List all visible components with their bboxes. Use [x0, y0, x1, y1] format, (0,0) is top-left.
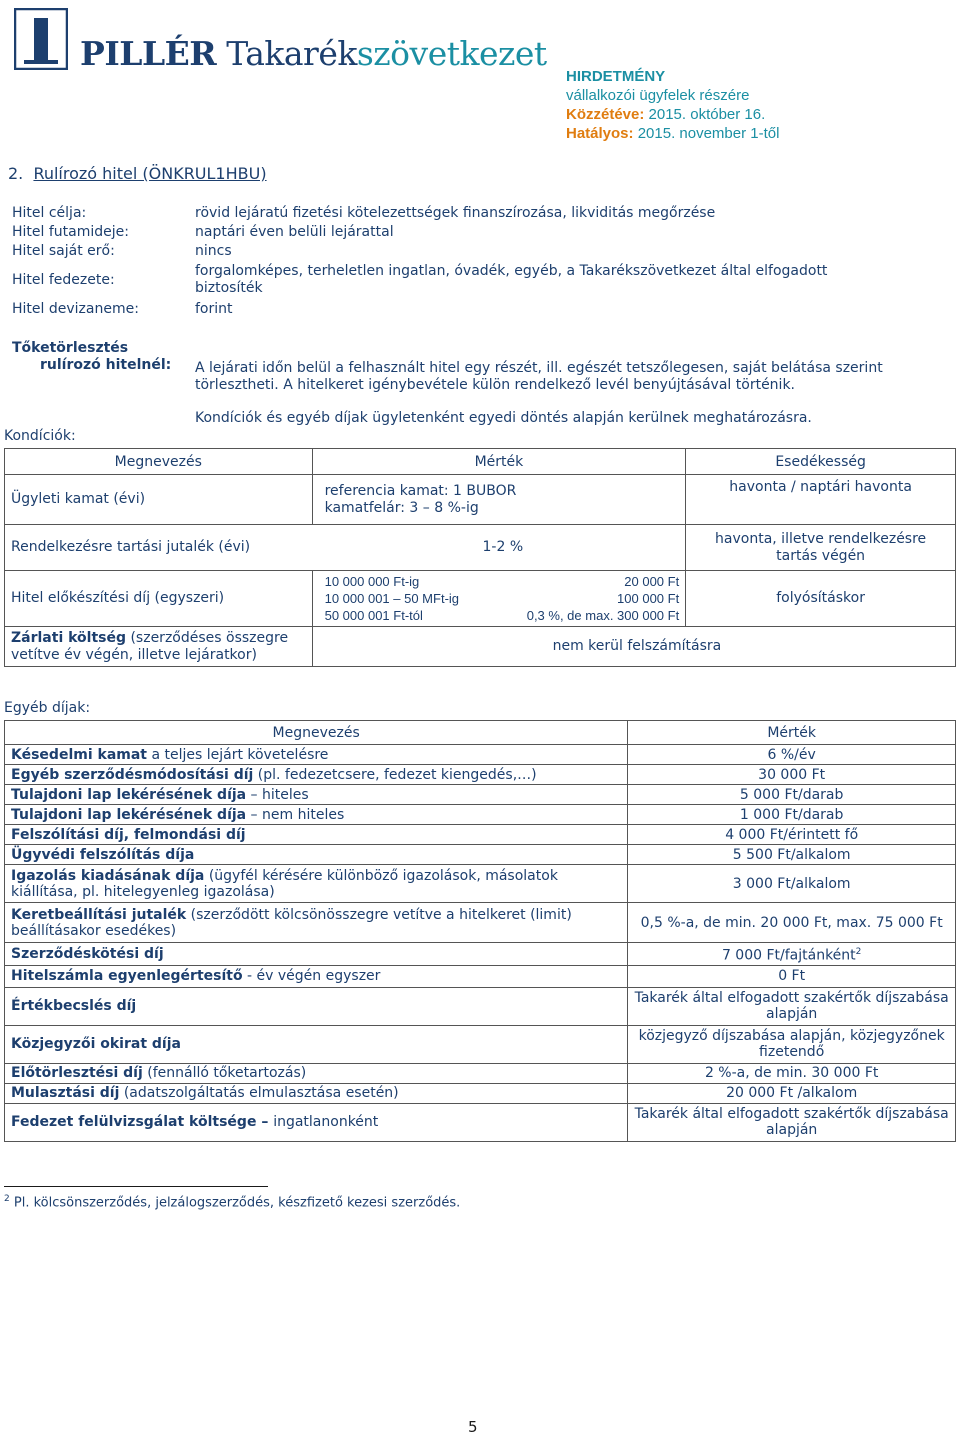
term-label: Hitel futamideje: [12, 224, 129, 240]
col-header-name: Megnevezés [5, 449, 313, 475]
table-row [5, 1025, 956, 1063]
fee-name: Értékbecslés díj [5, 987, 628, 1025]
col-header-name: Megnevezés [5, 721, 628, 745]
purpose-label: Hitel célja: [12, 205, 87, 221]
notice-title: HIRDETMÉNY [566, 68, 666, 85]
fee-value: 30 000 Ft [628, 765, 956, 785]
fee-value: 20 000 Ft /alkalom [628, 1083, 956, 1103]
col-header-measure: Mérték [628, 721, 956, 745]
row-measure: 10 000 000 Ft-ig 20 000 Ft 10 000 001 – 50 MFt-ig 100 000 Ft 50 000 001 Ft-tól 0,3 %, de max. 300 000 Ft [312, 571, 686, 627]
fee-value: 0,5 %-a, de min. 20 000 Ft, max. 75 000 Ft [628, 903, 956, 943]
table-row [5, 965, 956, 987]
currency-label: Hitel devizaneme: [12, 301, 139, 317]
fee-name: Tulajdoni lap lekérésének díja – nem hiteles [5, 805, 628, 825]
table-row [5, 943, 956, 966]
fee-name: Keretbeállítási jutalék (szerződött kölcsönösszegre vetítve a hitelkeret (limit) beállításakor esedékes) [5, 903, 628, 943]
purpose-value: rövid lejáratú fizetési kötelezettségek finanszírozása, likviditás megőrzése [195, 205, 716, 221]
section-title: 2. Rulírozó hitel (ÖNKRUL1HBU) [8, 164, 267, 183]
fees-label: Egyéb díjak: [4, 700, 91, 716]
notice-block [566, 67, 779, 143]
footnote-rule [4, 1186, 268, 1187]
fee-name: Ügyvédi felszólítás díja [5, 845, 628, 865]
logo-wordmark: PILLÉR Takarékszövetkezet [80, 34, 547, 73]
row-measure: nem kerül felszámításra [312, 627, 955, 667]
collateral-label: Hitel fedezete: [12, 272, 115, 288]
table-row [5, 525, 956, 571]
footnote: $^2$ Pl. kölcsönszerződés, jelzálogszerződés, készfizető kezesi szerződés. [4, 1194, 461, 1211]
table-row [5, 845, 956, 865]
table-row [5, 1063, 956, 1083]
table-row [5, 785, 956, 805]
fee-value: 6 %/év [628, 745, 956, 765]
row-measure: referencia kamat: 1 BUBOR kamatfelár: 3 – 8 %-ig [312, 475, 686, 525]
fee-value: Takarék által elfogadott szakértők díjszabása alapján [628, 1103, 956, 1141]
fee-value: közjegyző díjszabása alapján, közjegyzőnek fizetendő [628, 1025, 956, 1063]
table-header-row [5, 721, 956, 745]
effective-line: Hatályos: 2015. november 1-től [566, 125, 780, 142]
own-value: nincs [195, 243, 232, 259]
fee-value: 1 000 Ft/darab [628, 805, 956, 825]
table-row [5, 987, 956, 1025]
row-due: havonta / naptári havonta [686, 475, 956, 525]
row-name: Hitel előkészítési díj (egyszeri) [5, 571, 313, 627]
table-row [5, 571, 956, 627]
row-name: Zárlati költség (szerződéses összegre vetítve év végén, illetve lejáratkor) [5, 627, 313, 667]
fee-name: Előtörlesztési díj (fennálló tőketartozás) [5, 1063, 628, 1083]
table-row [5, 745, 956, 765]
table-row [5, 1103, 956, 1141]
col-header-due: Esedékesség [686, 449, 956, 475]
logo-icon [14, 8, 68, 70]
own-label: Hitel saját erő: [12, 243, 115, 259]
conditions-note: Kondíciók és egyéb díjak ügyletenként egyedi döntés alapján kerülnek meghatározásra. [195, 410, 812, 426]
notice-subtitle: vállalkozói ügyfelek részére [566, 87, 750, 104]
table-row [5, 805, 956, 825]
table-row [5, 627, 956, 667]
table-row [5, 865, 956, 903]
row-due: folyósításkor [686, 571, 956, 627]
published-line: Közzétéve: 2015. október 16. [566, 106, 766, 123]
fee-value: 7 000 Ft/fajtánként$^2$ [628, 943, 956, 966]
currency-value: forint [195, 301, 233, 317]
table-row [5, 1083, 956, 1103]
page-number: 5 [468, 1418, 478, 1436]
table-row [5, 475, 956, 525]
fee-value: 5 000 Ft/darab [628, 785, 956, 805]
row-name: Rendelkezésre tartási jutalék (évi) 1-2 % [5, 525, 686, 571]
conditions-table [4, 448, 956, 667]
fee-name: Egyéb szerződésmódosítási díj (pl. fedezetcsere, fedezet kiengedés,…) [5, 765, 628, 785]
fee-name: Fedezet felülvizsgálat költsége – ingatlanonként [5, 1103, 628, 1141]
fee-name: Tulajdoni lap lekérésének díja – hiteles [5, 785, 628, 805]
fee-value: 5 500 Ft/alkalom [628, 845, 956, 865]
repay-value: A lejárati időn belül a felhasznált hitel egy részét, ill. egészét tetszőlegesen, saját belátása szerint törlesztheti. A hitelkeret igénybevétele külön rendelkező levél benyújtásával történik. [195, 360, 883, 393]
table-row [5, 903, 956, 943]
repay-label: Tőketörlesztés rulírozó hitelnél: [12, 340, 172, 373]
conditions-label: Kondíciók: [4, 428, 76, 444]
fee-name: Közjegyzői okirat díja [5, 1025, 628, 1063]
fee-value: 0 Ft [628, 965, 956, 987]
fee-name: Igazolás kiadásának díja (ügyfél kérésére különböző igazolások, másolatok kiállítása, pl. hitelegyenleg igazolása) [5, 865, 628, 903]
fee-name: Mulasztási díj (adatszolgáltatás elmulasztása esetén) [5, 1083, 628, 1103]
col-header-measure: Mérték [312, 449, 686, 475]
fee-value: Takarék által elfogadott szakértők díjszabása alapján [628, 987, 956, 1025]
table-header-row [5, 449, 956, 475]
fee-value: 3 000 Ft/alkalom [628, 865, 956, 903]
fee-name: Késedelmi kamat a teljes lejárt követelésre [5, 745, 628, 765]
row-name: Ügyleti kamat (évi) [5, 475, 313, 525]
fee-name: Szerződéskötési díj [5, 943, 628, 966]
collateral-value: forgalomképes, terheletlen ingatlan, óvadék, egyéb, a Takarékszövetkezet által elfogadott biztosíték [195, 263, 828, 296]
table-row [5, 825, 956, 845]
fee-name: Felszólítási díj, felmondási díj [5, 825, 628, 845]
table-row [5, 765, 956, 785]
fees-table [4, 720, 956, 1142]
fee-name: Hitelszámla egyenlegértesítő - év végén egyszer [5, 965, 628, 987]
row-due: havonta, illetve rendelkezésre tartás végén [686, 525, 956, 571]
term-value: naptári éven belüli lejárattal [195, 224, 394, 240]
fee-value: 4 000 Ft/érintett fő [628, 825, 956, 845]
fee-value: 2 %-a, de min. 30 000 Ft [628, 1063, 956, 1083]
